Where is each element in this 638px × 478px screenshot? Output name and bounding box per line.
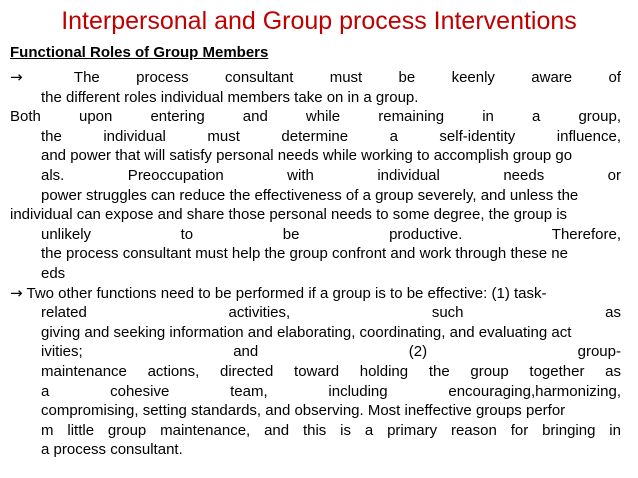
text-line: ivities; and (2) group- <box>41 343 621 361</box>
text-line: unlikely to be productive. Therefore, <box>41 225 621 243</box>
section-heading: Functional Roles of Group Members <box>10 44 269 61</box>
text-line: the different roles individual members take on in a group. <box>41 88 419 106</box>
text-line: individual can expose and share those personal needs to some degree, the group is <box>10 206 568 224</box>
text-line: power struggles can reduce the effectiveness of a group severely, and unless the <box>41 186 579 204</box>
text-line: the individual must determine a self-identity influence, <box>41 127 621 145</box>
text-line: → The process consultant must be keenly aware of <box>10 68 621 86</box>
text-line: → Two other functions need to be performed if a group is to be effective: (1) task- <box>10 283 547 302</box>
text-line: and power that will satisfy personal needs while working to accomplish group go <box>41 147 573 165</box>
text-line: eds <box>41 264 66 282</box>
text-line: the process consultant must help the group confront and work through these ne <box>41 245 568 263</box>
text-line: giving and seeking information and elaborating, coordinating, and evaluating act <box>41 323 572 341</box>
right-arrow-icon: → <box>10 283 23 302</box>
text-line: a cohesive team, including encouraging,harmonizing, <box>41 382 621 400</box>
right-arrow-icon: → <box>10 68 23 86</box>
slide-title: Interpersonal and Group process Interventions <box>61 7 577 35</box>
text-line: maintenance actions, directed toward holding the group together as <box>41 362 621 380</box>
text-line: compromising, setting standards, and observing. Most ineffective groups perfor <box>41 402 566 420</box>
text-line: a process consultant. <box>41 441 183 459</box>
slide-body <box>10 68 621 460</box>
text-line: als. Preoccupation with individual needs or <box>41 166 621 184</box>
text-line: m little group maintenance, and this is a primary reason for bringing in <box>41 421 621 439</box>
text-line: related activities, such as <box>41 304 621 322</box>
text-line: Both upon entering and while remaining in a group, <box>10 108 621 126</box>
